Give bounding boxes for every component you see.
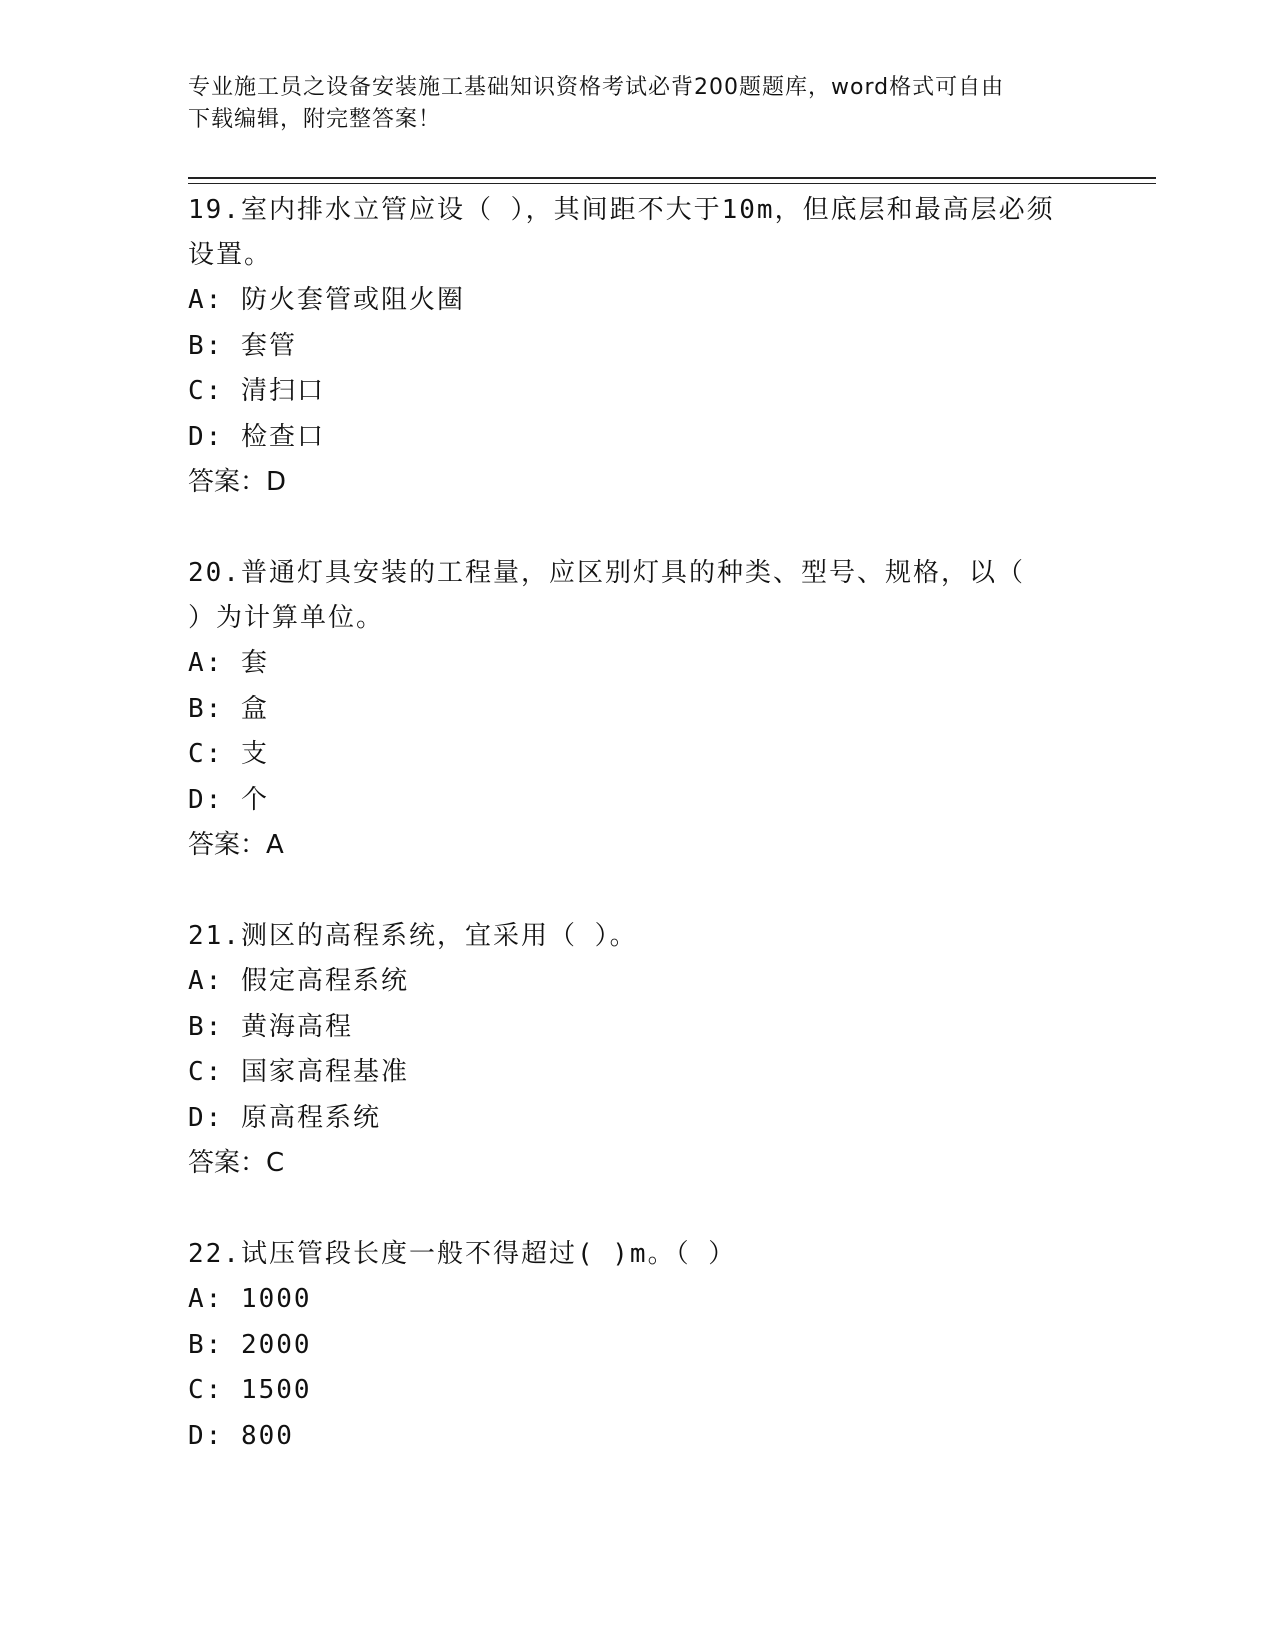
document-header	[188, 72, 1088, 136]
question-text: 20.普通灯具安装的工程量，应区别灯具的种类、型号、规格，以（	[188, 558, 1025, 588]
question-text: 19.室内排水立管应设（ ），其间距不大于10m，但底层和最高层必须	[188, 195, 1055, 225]
header-divider-thin	[188, 183, 1156, 184]
answer: 答案：D	[188, 467, 287, 497]
option-c: C: 清扫口	[188, 376, 325, 406]
question-20	[188, 551, 1088, 868]
answer: 答案：C	[188, 1148, 285, 1178]
answer: 答案：A	[188, 830, 284, 860]
header-divider-thick	[188, 177, 1156, 179]
question-text: 21.测区的高程系统，宜采用（ ）。	[188, 921, 638, 951]
option-b: B: 盒	[188, 693, 269, 724]
question-22	[188, 1232, 1088, 1459]
option-c: C: 国家高程基准	[188, 1057, 409, 1087]
option-a: A: 假定高程系统	[188, 966, 409, 996]
option-a: A: 套	[188, 648, 269, 678]
question-list	[188, 188, 1088, 1505]
question-text: 22.试压管段长度一般不得超过( )m。（ ）	[188, 1239, 737, 1269]
question-19	[188, 188, 1088, 505]
question-text-continued: 设置。	[188, 240, 273, 270]
option-d: D: 800	[188, 1420, 294, 1451]
header-line-2: 下载编辑，附完整答案！	[188, 107, 442, 132]
option-d: D: 个	[188, 784, 269, 815]
question-21	[188, 914, 1088, 1186]
option-b: B: 黄海高程	[188, 1011, 353, 1042]
header-line-1: 专业施工员之设备安装施工基础知识资格考试必背200题题库，word格式可自由	[188, 75, 1005, 100]
option-b: B: 2000	[188, 1329, 312, 1360]
option-b: B: 套管	[188, 330, 297, 361]
option-c: C: 1500	[188, 1375, 312, 1405]
option-c: C: 支	[188, 739, 269, 769]
option-a: A: 防火套管或阻火圈	[188, 285, 465, 315]
option-a: A: 1000	[188, 1284, 312, 1314]
option-d: D: 原高程系统	[188, 1102, 381, 1133]
option-d: D: 检查口	[188, 421, 325, 452]
question-text-continued: ）为计算单位。	[188, 603, 385, 633]
